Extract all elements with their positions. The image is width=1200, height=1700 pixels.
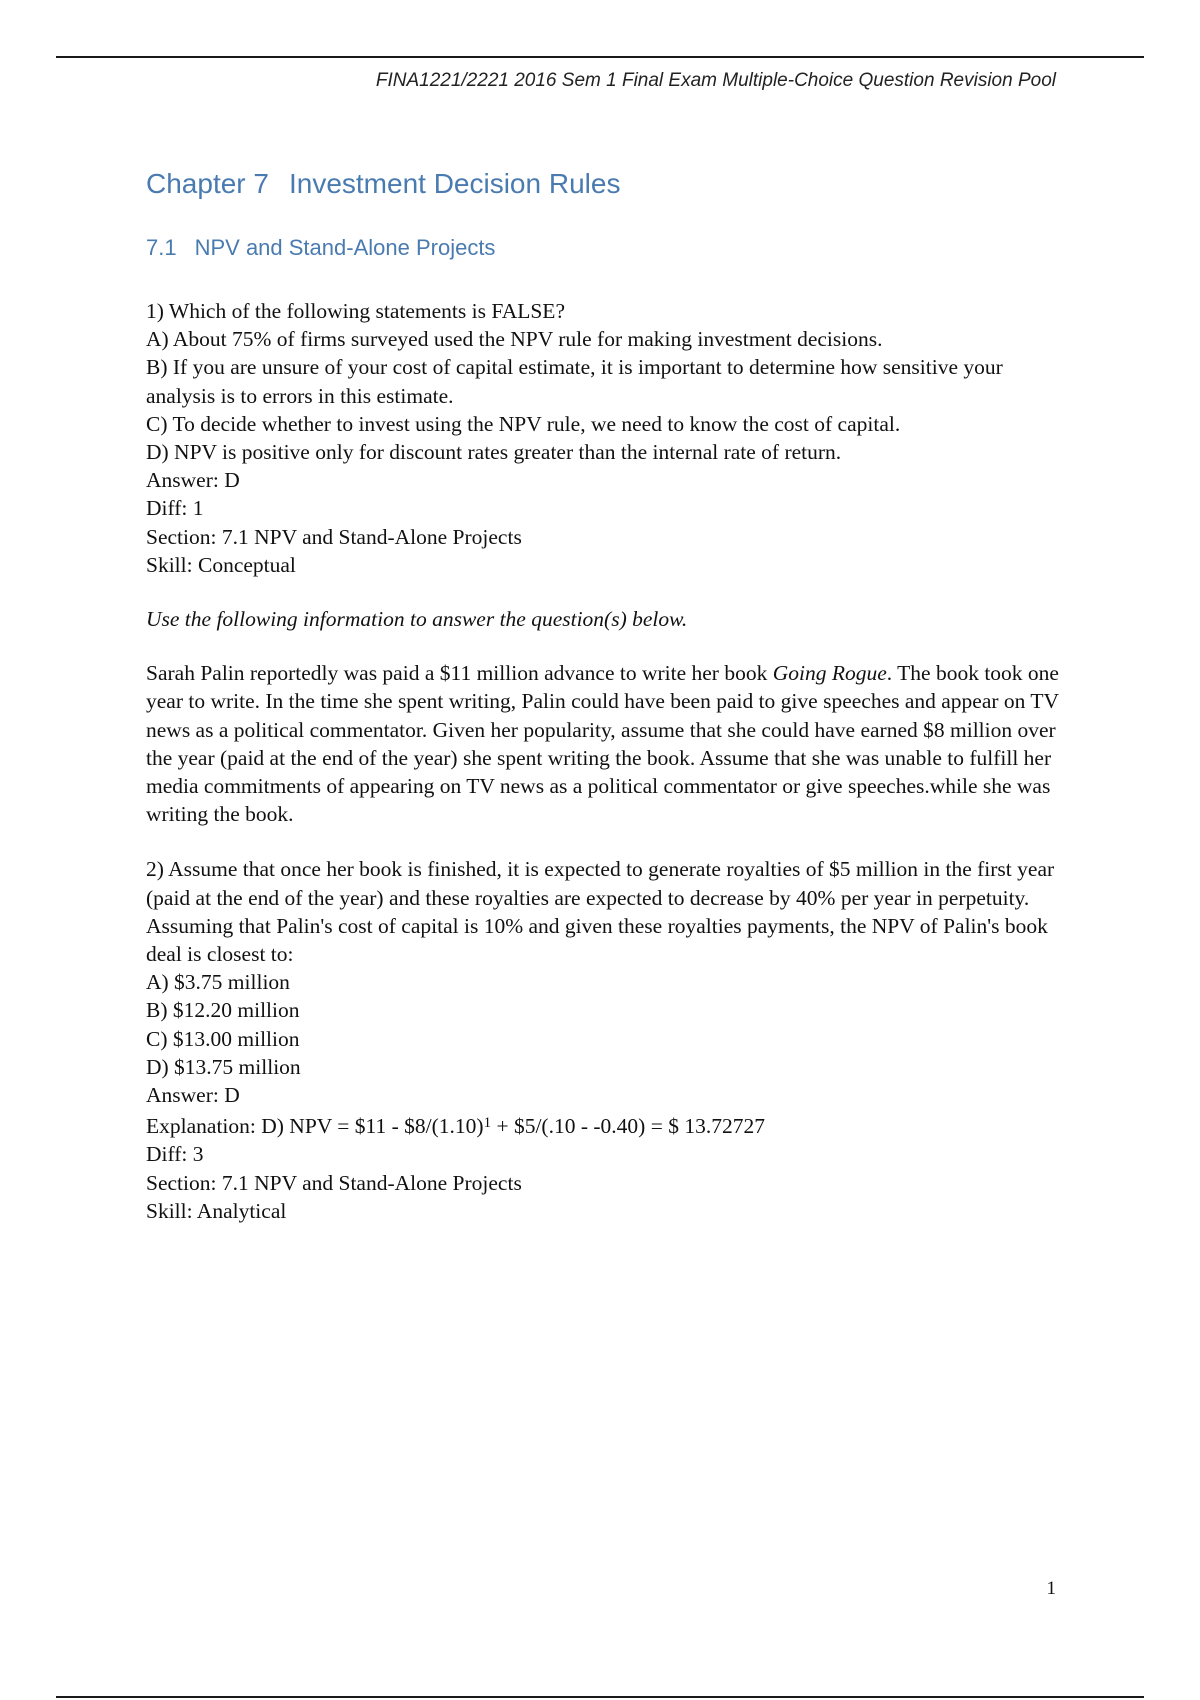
question-2-skill: Skill: Analytical [146,1198,287,1223]
question-1-section: Section: 7.1 NPV and Stand-Alone Projects [146,524,522,549]
question-2-explanation [146,1109,1066,1140]
explanation-exponent: 1 [483,1115,492,1132]
question-1-option-a: A) About 75% of firms surveyed used the NPV rule for making investment decisions. [146,327,883,352]
explanation-prefix: Explanation: D) NPV = $11 - $8/(1.10) [146,1114,484,1139]
page-number: 1 [1046,1578,1056,1599]
question-2-answer: Answer: D [146,1083,240,1108]
book-title: Going Rogue [772,661,887,686]
scenario-text-after: . The book took one year to write. In the time she spent writing, Palin could have been paid to give speeches and appear on TV news as a political commentator. Given her popularity, assume that she could have earned $8 million over the year (paid at the end of the year) she spent writing the book. Assume that she was unable to fulfill her media commitments of appearing on TV news as a political commentator or give speeches.while she was writing the book. [146,661,1059,827]
question-2-option-b: B) $12.20 million [146,998,300,1023]
scenario-paragraph [146,659,1066,828]
question-2-diff: Diff: 3 [146,1142,204,1167]
question-1-option-b: B) If you are unsure of your cost of capital estimate, it is important to determine how sensitive your analysis is to errors in this estimate. [146,355,1003,408]
question-1-diff: Diff: 1 [146,496,204,521]
header-rule [56,56,1144,58]
question-1-option-c: C) To decide whether to invest using the NPV rule, we need to know the cost of capital. [146,411,901,436]
section-number: 7.1 [146,235,177,261]
question-2-stem: 2) Assume that once her book is finished, it is expected to generate royalties of $5 million in the first year (paid at the end of the year) and these royalties are expected to decrease by 40% per year in perpetuity. Assuming that Palin's cost of capital is 10% and given these royalties payments, the NPV of Palin's book deal is closest to: [146,857,1055,967]
chapter-number: Chapter 7 [146,168,269,199]
scenario-text-before: Sarah Palin reportedly was paid a $11 million advance to write her book [146,661,773,686]
explanation-suffix: + $5/(.10 - -0.40) = $ 13.72727 [491,1114,765,1139]
footer-rule [56,1696,1144,1698]
question-2-option-d: D) $13.75 million [146,1054,301,1079]
question-2-option-a: A) $3.75 million [146,970,290,995]
question-1-skill: Skill: Conceptual [146,552,296,577]
instructions: Use the following information to answer the question(s) below. [146,607,688,632]
question-2-section: Section: 7.1 NPV and Stand-Alone Projects [146,1170,522,1195]
question-1-option-d: D) NPV is positive only for discount rates greater than the internal rate of return. [146,440,842,464]
running-header: FINA1221/2221 2016 Sem 1 Final Exam Multiple-Choice Question Revision Pool [375,70,1056,91]
section-heading [146,234,1066,263]
chapter-heading [146,166,1066,202]
question-1-stem: 1) Which of the following statements is FALSE? [146,298,565,323]
question-2-option-c: C) $13.00 million [146,1026,300,1051]
question-1-answer: Answer: D [146,468,240,493]
page-content [146,166,1066,1225]
question-1 [146,297,1066,579]
chapter-title: Investment Decision Rules [288,168,621,199]
section-title: NPV and Stand-Alone Projects [194,235,496,261]
question-2 [146,855,1066,1225]
